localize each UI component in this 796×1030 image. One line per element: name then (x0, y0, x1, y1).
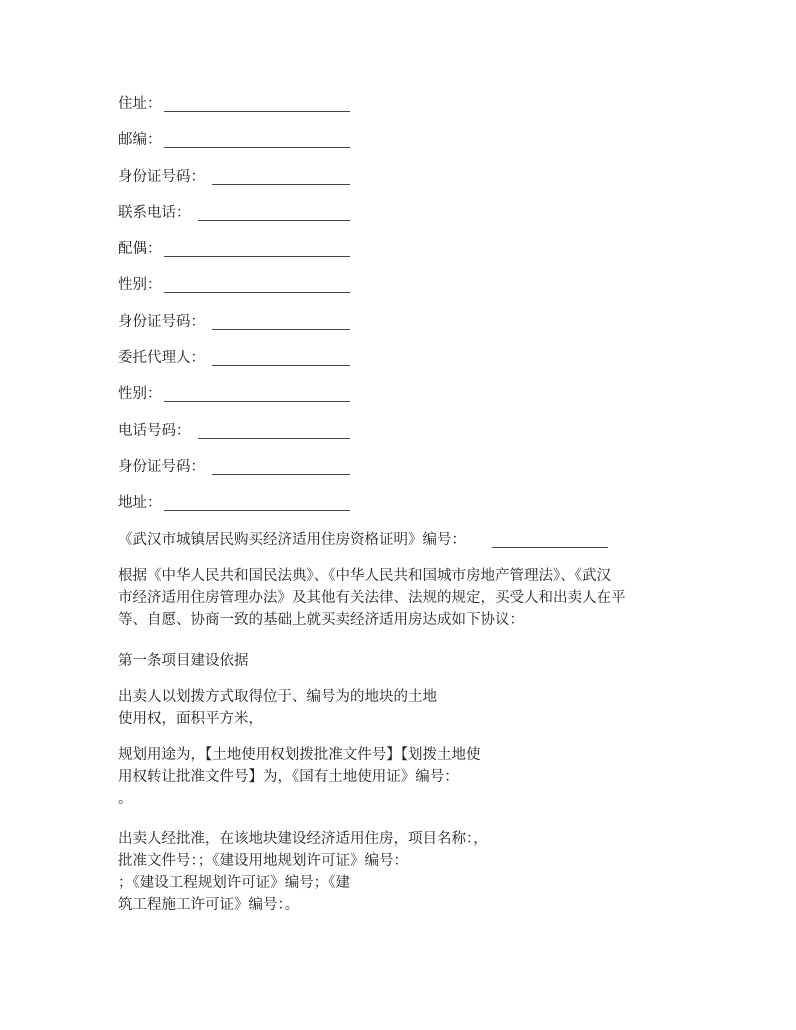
blank-line[interactable] (212, 348, 350, 366)
text: 。 (118, 791, 133, 807)
paragraph-line (118, 872, 683, 894)
blank-line[interactable] (164, 275, 350, 293)
text: 用权转让批准文件号】为 (118, 769, 278, 785)
intro-paragraph (118, 565, 683, 631)
field-phone (118, 203, 191, 223)
field-label: 电话号码： (118, 423, 191, 439)
text: ， (473, 831, 488, 847)
field-spouse (118, 239, 162, 259)
article-1-paragraph-2 (118, 744, 683, 810)
field-label: 性别： (118, 277, 162, 293)
field-id-number (118, 167, 205, 187)
text: 批准文件号： (118, 853, 198, 869)
field-label: 身份证号码： (118, 314, 205, 330)
field-label: 身份证号码： (118, 459, 205, 475)
intro-line: 根据《中华人民共和国民法典》、《中华人民共和国城市房地产管理法》、《武汉 (118, 568, 611, 584)
paragraph-line (118, 788, 683, 810)
field-label: 联系电话： (118, 205, 191, 221)
blank-line[interactable] (198, 421, 350, 439)
text: ；《建 (313, 875, 350, 891)
certificate-line (118, 530, 466, 550)
blank-line[interactable] (212, 312, 350, 330)
blank-line[interactable] (198, 203, 350, 221)
paragraph-line (118, 708, 683, 730)
field-spouse-id-number (118, 312, 205, 332)
field-postcode (118, 130, 162, 150)
intro-line: 市经济适用住房管理办法》及其他有关法律、法规的规定，买受人和出卖人在平 (118, 590, 626, 606)
text: 平方米， (205, 711, 263, 727)
field-label: 配偶： (118, 241, 162, 257)
field-label: 地址： (118, 495, 162, 511)
blank-line[interactable] (492, 530, 608, 548)
text: 出卖人以划拨方式取得位于 (118, 689, 292, 705)
field-address (118, 94, 162, 114)
text: ；《建设工程规划许可证》编号 (118, 875, 314, 891)
text: 、编号为 (292, 689, 350, 705)
certificate-label: 《武汉市城镇居民购买经济适用住房资格证明》编号： (118, 532, 466, 548)
paragraph-line (118, 766, 683, 788)
field-agent-gender (118, 384, 162, 404)
paragraph-line (118, 828, 683, 850)
text: 筑工程施工许可证》编号： (118, 897, 285, 913)
blank-line[interactable] (164, 384, 350, 402)
article-1-title (118, 650, 683, 672)
blank-line[interactable] (212, 457, 350, 475)
text: ，《国有土地使用证》编号： (277, 769, 459, 785)
paragraph-line (118, 850, 683, 872)
field-agent-address (118, 493, 162, 513)
blank-line[interactable] (164, 94, 350, 112)
field-label: 邮编： (118, 132, 162, 148)
text: 出卖人经批准，在该地块建设经济适用住房，项目名称： (118, 831, 474, 847)
text: 的地块的土地 (350, 689, 437, 705)
article-1-paragraph-3 (118, 828, 683, 916)
blank-line[interactable] (164, 493, 350, 511)
blank-line[interactable] (164, 130, 350, 148)
field-gender (118, 275, 162, 295)
field-agent-phone (118, 421, 191, 441)
text: ；《建设用地规划许可证》编号： (197, 853, 408, 869)
paragraph-line (118, 894, 683, 916)
field-label: 身份证号码： (118, 169, 205, 185)
article-1-paragraph-1 (118, 686, 683, 730)
field-agent-id-number (118, 457, 205, 477)
paragraph-line (118, 744, 683, 766)
text: 规划用途为 (118, 747, 191, 763)
text: 使用权，面积 (118, 711, 205, 727)
text: 。 (284, 897, 300, 913)
blank-line[interactable] (164, 239, 350, 257)
field-label: 住址： (118, 96, 162, 112)
intro-line: 等、自愿、协商一致的基础上就买卖经济适用房达成如下协议： (118, 612, 524, 628)
field-label: 委托代理人： (118, 350, 205, 366)
paragraph-line (118, 686, 683, 708)
text: ，【土地使用权划拨批准文件号】【划拨土地使 (190, 747, 481, 763)
blank-line[interactable] (212, 167, 350, 185)
field-agent (118, 348, 205, 368)
article-title-text: 第一条项目建设依据 (118, 653, 249, 669)
field-label: 性别： (118, 386, 162, 402)
